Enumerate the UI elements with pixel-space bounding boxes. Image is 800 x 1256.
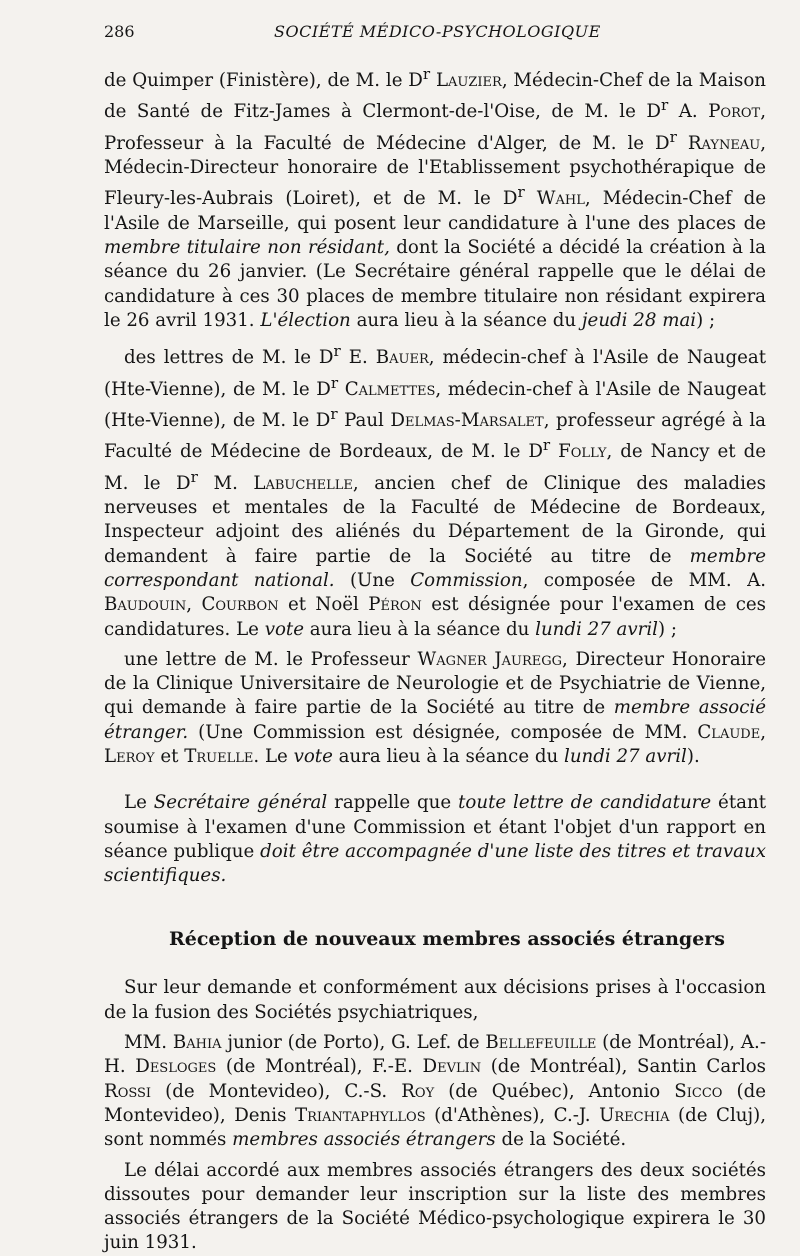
section-title: Réception de nouveaux membres associés étrangers [168,928,726,951]
running-head: SOCIÉTÉ MÉDICO-PSYCHOLOGIQUE [274,22,601,41]
paragraph-candidatures-titulaires: de Quimper (Finistère), de M. le $D^r$ Lauzier, Médecin-Chef de la Maison de Santé de Fitz-James à Clermont-de-l'Oise, de M. le $D^r$ A. Porot, Professeur à la Faculté de Médecine d'Alger, de M. le $D^r$ Rayneau, Médecin-Directeur honoraire de l'Etablissement psychothérapique de Fleury-les-Aubrais (Loiret), et de M. le $D^r$ Wahl, Médecin-Chef de l'Asile de Marseille, qui posent leur candidature à l'une des places de membre titulaire non résidant, dont la Société a décidé la création à la séance du 26 janvier. (Le Secrétaire général rappelle que le délai de candidature à ces 30 places de membre titulaire non résidant expirera le 26 avril 1931. L'élection aura lieu à la séance du jeudi 28 mai) ; [104,65,767,331]
paragraph-fusion-societes: Sur leur demande et conformément aux décisions prises à l'occasion de la fusion des Sociétés psychiatriques, [104,977,766,1023]
paragraph-lettre-wagner-jauregg: une lettre de M. le Professeur Wagner Jauregg, Directeur Honoraire de la Clinique Universitaire de Neurologie et de Psychiatrie de Vienne, qui demande à faire partie de la Société au titre de membre associé étranger. (Une Commission est désignée, composée de MM. Claude, Leroy et Truelle. Le vote aura lieu à la séance du lundi 27 avril). [104,648,766,767]
page-number: 286 [104,22,135,41]
paragraph-liste-membres: MM. Bahia junior (de Porto), G. Lef. de Bellefeuille (de Montréal), A.-H. Desloges (de Montréal), F.-E. Devlin (de Montréal), Santin Carlos Rossi (de Montevideo), C.-S. Roy (de Québec), Antonio Sicco (de Montevideo), Denis Triantaphyllos (d'Athènes), C.-J. Urechia (de Cluj), sont nommés membres associés étrangers de la Société. [104,1032,766,1151]
page-body [104,62,766,1256]
paragraph-delai-inscription: Le délai accordé aux membres associés étrangers des deux sociétés dissoutes pour demander leur inscription sur la liste des membres associés étrangers de la Société Médico-psychologique expirera le 30 juin 1931. [104,1159,766,1254]
paragraph-candidatures-correspondants: des lettres de M. le $D^r$ E. Bauer, médecin-chef à l'Asile de Naugeat (Hte-Vienne), de M. le $D^r$ Calmettes, médecin-chef à l'Asile de Naugeat (Hte-Vienne), de M. le $D^r$ Paul Delmas-Marsalet, professeur agrégé à la Faculté de Médecine de Bordeaux, de M. le $D^r$ Folly, de Nancy et de M. le $D^r$ M. Labuchelle, ancien chef de Clinique des maladies nerveuses et mentales de la Faculté de Médecine de Bordeaux, Inspecteur adjoint des aliénés du Département de la Gironde, qui demandent à faire partie de la Société au titre de membre correspondant national. (Une Commission, composée de MM. A. Baudouin, Courbon et Noël Péron est désignée pour l'examen de ces candidatures. Le vote aura lieu à la séance du lundi 27 avril) ; [104,342,767,640]
page-header [104,22,760,50]
paragraph-rappel-secretaire: Le Secrétaire général rappelle que toute lettre de candidature étant soumise à l'examen d'une Commission et étant l'objet d'un rapport en séance publique doit être accompagnée d'une liste des titres et travaux scientifiques. [104,792,766,887]
